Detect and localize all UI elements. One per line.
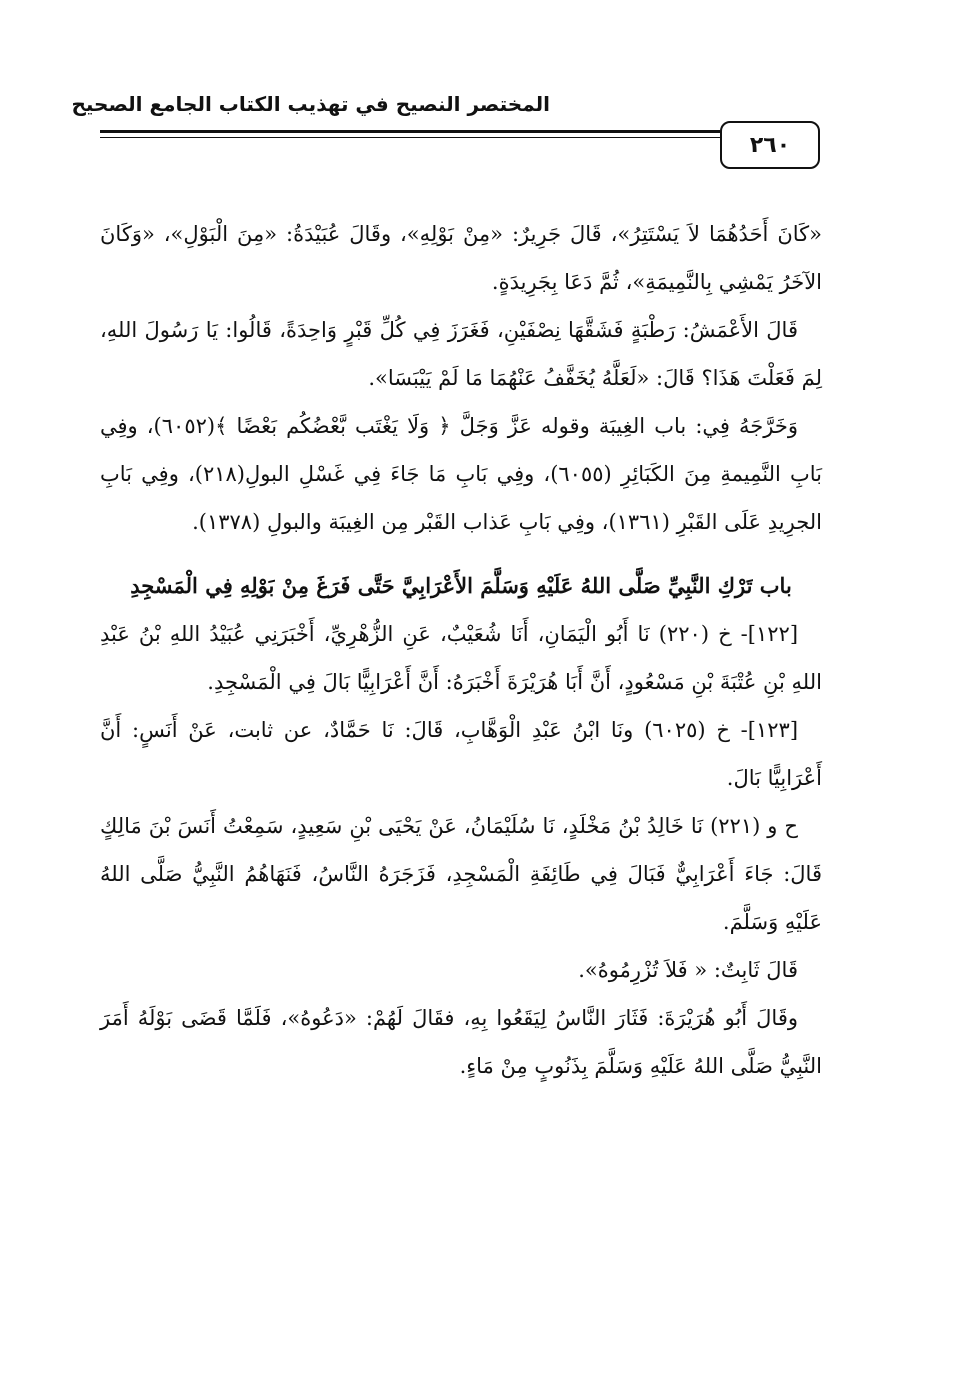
running-header: المختصر النصيح في تهذيب الكتاب الجامع الصحيح xyxy=(71,92,550,116)
header-rule-thick xyxy=(100,130,720,133)
hadith-122: [١٢٢]- خ (٢٢٠) نَا أَبُو الْيَمَانِ، أَنَا شُعَيْبٌ، عَنِ الزُّهْرِيِّ، أَخْبَرَنِي عُبَيْدُ اللهِ بْنُ عَبْدِ اللهِ بْنِ عُتْبَةَ بْنِ مَسْعُودٍ، أَنَّ أَبَا هُرَيْرَةَ أَخْبَرَهُ: أَنَّ أَعْرَابِيًّا بَالَ فِي الْمَسْجِدِ. xyxy=(100,622,822,694)
abu-hurayra-quote: وقَالَ أَبُو هُرَيْرَةَ: فَثَارَ النَّاسُ لِيَقَعُوا بِهِ، فقَالَ لَهُمْ: «دَعُوهُ»، فَلَمَّا قَضَى بَوْلَهُ أَمَرَ النَّبِيُّ صَلَّى اللهُ عَلَيْهِ وَسَلَّمَ بِذَنُوبٍ مِنْ مَاءٍ. xyxy=(100,1006,822,1078)
thabit-quote: قَالَ ثَابِتٌ: « فَلاَ تُزْرِمُوهُ». xyxy=(578,958,798,982)
hadith-123: [١٢٣]- خ (٦٠٢٥) ونَا ابْنُ عَبْدِ الْوَهَّابِ، قَالَ: نَا حَمَّادٌ، عن ثابت، عَنْ أَنَسٍ: أَنَّ أَعْرَابِيًّا بَالَ. xyxy=(100,718,822,790)
chapter-heading: باب تَرْكِ النَّبِيِّ صَلَّى اللهُ عَلَيْهِ وَسَلَّمَ الأَعْرَابِيَّ حَتَّى فَرَغَ مِنْ بَوْلِهِ فِي الْمَسْجِدِ xyxy=(130,573,792,598)
page-body xyxy=(100,210,822,1090)
paragraph-3: وَخَرَّجَهُ فِي: باب الغِيبَة وقوله عَزَّ وَجَلَّ ﴿ وَلَا يَغْتَب بَّعْضُكُم بَعْضًا ﴾(٦٠٥٢)، وفِي بَابِ النَّمِيمةِ مِنَ الكَبَائِرِ (٦٠٥٥)، وفِي بَابِ مَا جَاءَ فِي غَسْلِ البولِ(٢١٨)، وفِي بَابِ الجرِيدِ عَلَى القَبْرِ (١٣٦١)، وفِي بَابِ عَذاب القَبْر مِن الغِيبَة والبولِ (١٣٧٨). xyxy=(100,414,822,534)
page-number: ٢٦٠ xyxy=(720,121,820,169)
hadith-123-chain: ح و (٢٢١) نَا خَالِدُ بْنُ مَخْلَدٍ، نَا سُلَيْمَانُ، عَنْ يَحْيَى بْنِ سَعِيدٍ، سَمِعْتُ أَنَسَ بْنَ مَالِكٍ قَالَ: جَاءَ أَعْرَابِيٌّ فَبَالَ فِي طَائِفَةِ الْمَسْجِدِ، فَزَجَرَهُ النَّاسُ، فَنَهَاهُمُ النَّبِيُّ صَلَّى اللهُ عَلَيْهِ وَسَلَّمَ. xyxy=(100,814,822,934)
paragraph-2: قَالَ الأَعْمَشُ: رَطْبَةٍ فَشَقَّهَا نِصْفَيْنِ، فَغَرَزَ فِي كُلِّ قَبْرٍ وَاحِدَةً، قَالُوا: يَا رَسُولَ اللهِ، لِمَ فَعَلْتَ هَذَا؟ قَالَ: «لَعَلَّهُ يُخَفَّفُ عَنْهُمَا مَا لَمْ يَيْبَسَا». xyxy=(100,318,822,390)
paragraph-1: «كَانَ أَحَدُهُمَا لاَ يَسْتَتِرُ»، قَالَ جَرِيرٌ: «مِنْ بَوْلِهِ»، وقَالَ عُبَيْدَةُ: «مِنَ الْبَوْلِ»، «وَكَانَ الآخَرُ يَمْشِي بِالنَّمِيمَةِ»، ثُمَّ دَعَا بِجَرِيدَةٍ. xyxy=(100,222,822,294)
header-rule-thin xyxy=(100,137,720,138)
